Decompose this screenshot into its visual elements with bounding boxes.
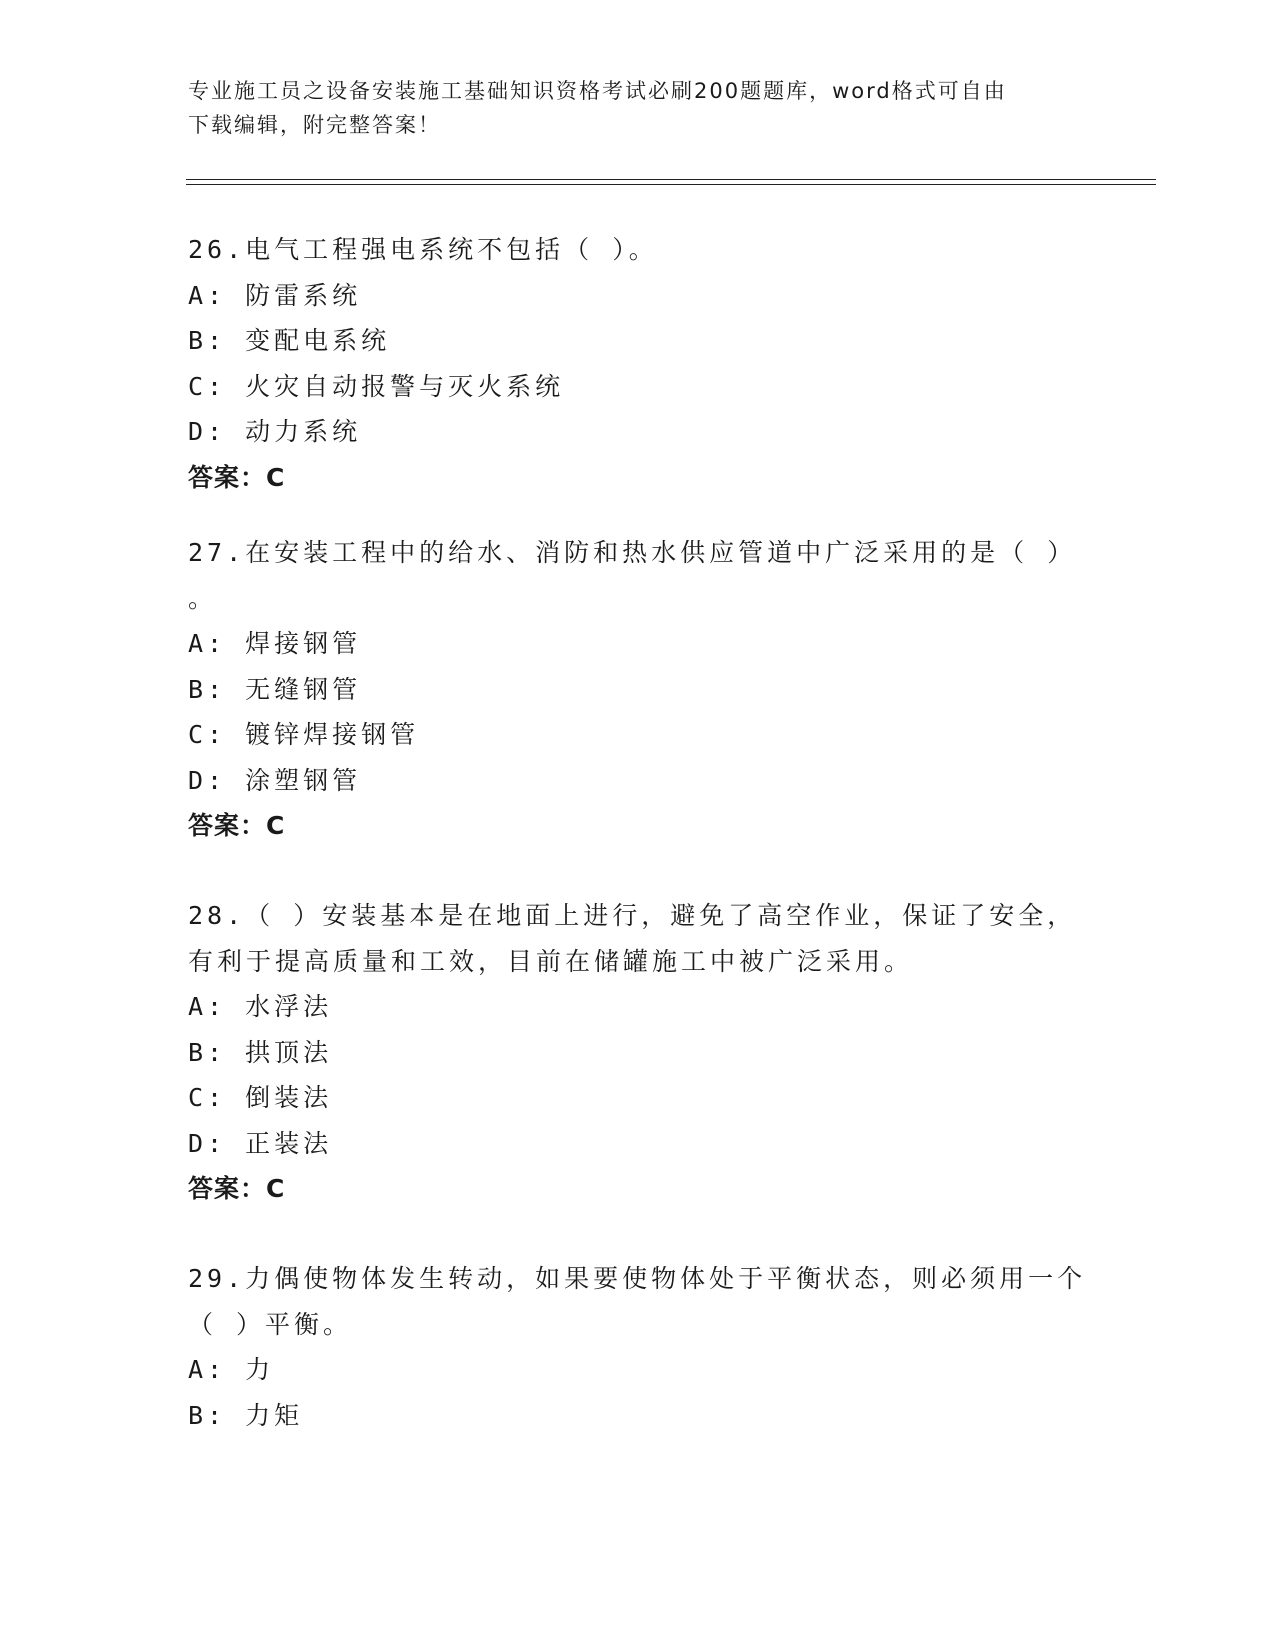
question-27 <box>188 530 1088 849</box>
question-28 <box>188 893 1088 1212</box>
option-a: A: 水浮法 <box>188 992 333 1021</box>
header-divider-top <box>186 179 1156 180</box>
answer: 答案：C <box>188 462 286 492</box>
answer: 答案：C <box>188 1174 286 1203</box>
question-stem: 29.力偶使物体发生转动，如果要使物体处于平衡状态，则必须用一个 <box>188 1264 1087 1293</box>
question-stem-continued: （ ）平衡。 <box>188 1309 353 1339</box>
document-header <box>188 74 1088 142</box>
option-d: D: 正装法 <box>188 1128 333 1158</box>
question-stem: 26.电气工程强电系统不包括（ ）。 <box>188 235 658 264</box>
option-d: D: 涂塑钢管 <box>188 765 362 795</box>
question-stem: 28.（ ）安装基本是在地面上进行，避免了高空作业，保证了安全， <box>188 901 1077 930</box>
question-26 <box>188 227 1088 500</box>
header-line-1: 专业施工员之设备安装施工基础知识资格考试必刷200题题库，word格式可自由 <box>188 79 1007 103</box>
answer: 答案：C <box>188 811 286 840</box>
option-a: A: 焊接钢管 <box>188 629 362 658</box>
question-stem-continued: 。 <box>188 583 218 613</box>
option-b: B: 拱顶法 <box>188 1037 333 1067</box>
option-c: C: 倒装法 <box>188 1083 333 1112</box>
option-b: B: 力矩 <box>188 1400 304 1430</box>
option-a: A: 防雷系统 <box>188 280 362 310</box>
option-c: C: 镀锌焊接钢管 <box>188 720 420 749</box>
header-line-2: 下载编辑，附完整答案！ <box>188 113 441 137</box>
question-stem: 27.在安装工程中的给水、消防和热水供应管道中广泛采用的是（ ） <box>188 538 1077 567</box>
option-b: B: 变配电系统 <box>188 326 391 355</box>
option-c: C: 火灾自动报警与灭火系统 <box>188 371 565 401</box>
header-divider-bottom <box>186 184 1156 185</box>
question-29 <box>188 1256 1088 1438</box>
option-a: A: 力 <box>188 1355 275 1384</box>
option-d: D: 动力系统 <box>188 417 362 446</box>
option-b: B: 无缝钢管 <box>188 674 362 704</box>
question-stem-continued: 有利于提高质量和工效，目前在储罐施工中被广泛采用。 <box>188 946 914 976</box>
